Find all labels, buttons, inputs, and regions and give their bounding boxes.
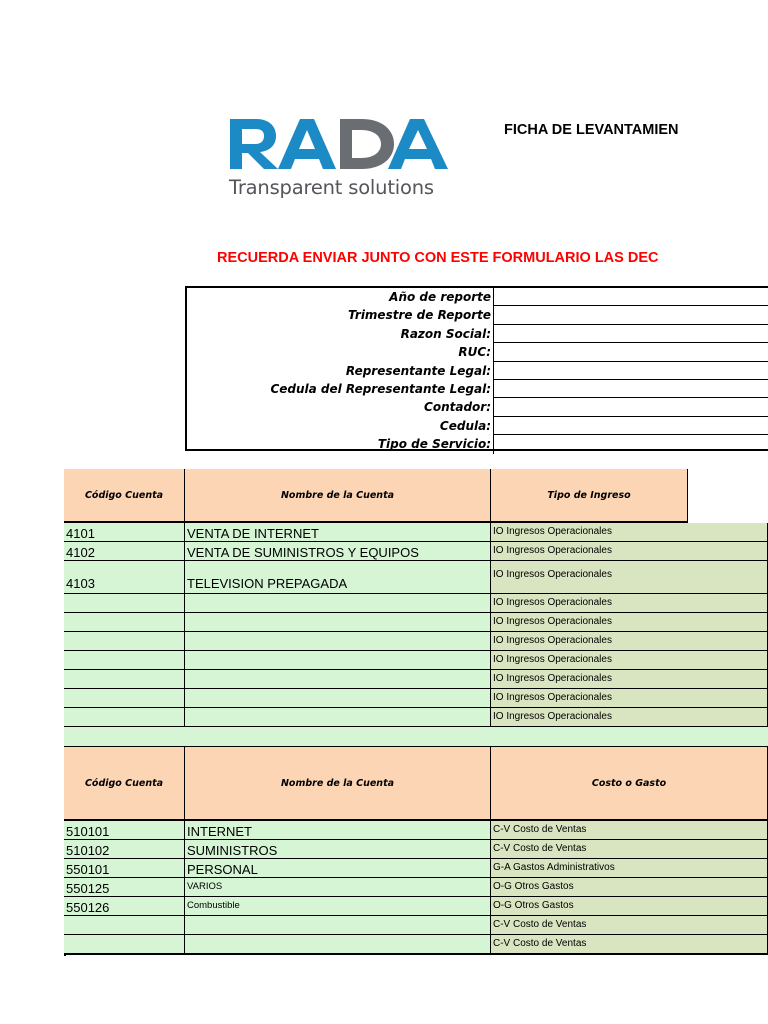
cost-type-cell[interactable]: C-V Costo de Ventas	[491, 935, 768, 955]
income-type-cell[interactable]: IO Ingresos Operacionales	[491, 561, 768, 594]
info-row-accountant	[187, 398, 768, 416]
field-label: Cedula:	[439, 418, 491, 433]
field-label: Año de reporte	[389, 290, 491, 304]
info-row-service-type	[187, 435, 768, 453]
account-name-cell[interactable]: INTERNET	[185, 821, 491, 840]
account-code-cell[interactable]	[64, 594, 185, 613]
account-code-cell[interactable]: 550126	[64, 897, 185, 916]
cost-type-cell[interactable]: O-G Otros Gastos	[491, 878, 768, 897]
account-code-cell[interactable]: 4101	[64, 523, 185, 542]
field-label: Representante Legal:	[345, 363, 491, 378]
account-name-cell[interactable]	[185, 632, 491, 651]
cost-type-cell[interactable]: G-A Gastos Administrativos	[491, 859, 768, 878]
field-label: Razon Social:	[400, 326, 491, 341]
service-type-field[interactable]	[493, 435, 768, 453]
account-name-cell[interactable]	[185, 670, 491, 689]
income-accounts-table	[64, 469, 768, 727]
income-type-cell[interactable]: IO Ingresos Operacionales	[491, 689, 768, 708]
account-name-cell[interactable]	[185, 708, 491, 727]
account-name-cell[interactable]: VENTA DE INTERNET	[185, 523, 491, 542]
account-code-cell[interactable]	[64, 651, 185, 670]
account-code-cell[interactable]	[64, 916, 185, 935]
field-label: RUC:	[458, 345, 491, 360]
field-label: Trimestre de Reporte	[348, 308, 491, 323]
field-label: Contador:	[424, 400, 491, 415]
account-code-cell[interactable]: 4103	[64, 561, 185, 594]
info-row-quarter	[187, 306, 768, 324]
account-name-cell[interactable]: Combustible	[185, 897, 491, 916]
account-name-cell[interactable]: VENTA DE SUMINISTROS Y EQUIPOS	[185, 542, 491, 561]
account-code-cell[interactable]	[64, 632, 185, 651]
info-row-legal-rep	[187, 362, 768, 380]
account-code-cell[interactable]: 550101	[64, 859, 185, 878]
ruc-field[interactable]	[493, 343, 768, 361]
account-code-cell[interactable]: 510102	[64, 840, 185, 859]
info-row-legal-rep-id	[187, 380, 768, 398]
expense-accounts-table	[64, 746, 768, 956]
income-type-cell[interactable]: IO Ingresos Operacionales	[491, 542, 768, 561]
income-type-cell[interactable]: IO Ingresos Operacionales	[491, 651, 768, 670]
income-type-cell[interactable]: IO Ingresos Operacionales	[491, 708, 768, 727]
account-name-cell[interactable]	[185, 613, 491, 632]
account-name-cell[interactable]	[185, 594, 491, 613]
rada-logo-mark	[226, 114, 458, 174]
income-type-cell[interactable]: IO Ingresos Operacionales	[491, 594, 768, 613]
income-type-cell[interactable]: IO Ingresos Operacionales	[491, 670, 768, 689]
header-account-name: Nombre de la Cuenta	[185, 746, 491, 821]
account-name-cell[interactable]	[185, 935, 491, 955]
document-title: FICHA DE LEVANTAMIEN	[504, 122, 679, 138]
account-name-cell[interactable]	[185, 689, 491, 708]
field-label: Tipo de Servicio:	[377, 437, 491, 452]
field-label: Cedula del Representante Legal:	[270, 382, 491, 396]
account-code-cell[interactable]: 550125	[64, 878, 185, 897]
account-name-cell[interactable]: TELEVISION PREPAGADA	[185, 561, 491, 594]
account-name-cell[interactable]	[185, 651, 491, 670]
cost-type-cell[interactable]: C-V Costo de Ventas	[491, 840, 768, 859]
account-code-cell[interactable]: 510101	[64, 821, 185, 840]
account-code-cell[interactable]	[64, 689, 185, 708]
reminder-text: RECUERDA ENVIAR JUNTO CON ESTE FORMULARIO LAS DEC	[217, 250, 659, 266]
cost-type-cell[interactable]: C-V Costo de Ventas	[491, 916, 768, 935]
account-code-cell[interactable]	[64, 613, 185, 632]
rada-logo	[226, 114, 458, 204]
quarter-field[interactable]	[493, 306, 768, 324]
info-row-id	[187, 417, 768, 435]
info-row-company-name	[187, 325, 768, 343]
header-account-code: Código Cuenta	[64, 469, 185, 523]
income-type-cell[interactable]: IO Ingresos Operacionales	[491, 632, 768, 651]
header-cost-or-expense: Costo o Gasto	[491, 746, 768, 821]
header-account-name: Nombre de la Cuenta	[185, 469, 491, 523]
income-type-cell[interactable]: IO Ingresos Operacionales	[491, 523, 768, 542]
header-account-code: Código Cuenta	[64, 746, 185, 821]
account-name-cell[interactable]: PERSONAL	[185, 859, 491, 878]
account-name-cell[interactable]: SUMINISTROS	[185, 840, 491, 859]
account-name-cell[interactable]	[185, 916, 491, 935]
accountant-field[interactable]	[493, 398, 768, 416]
account-code-cell[interactable]	[64, 708, 185, 727]
section-separator	[64, 727, 768, 746]
legal-representative-id-field[interactable]	[493, 380, 768, 398]
account-code-cell[interactable]	[64, 935, 185, 955]
account-name-cell[interactable]: VARIOS	[185, 878, 491, 897]
accountant-id-field[interactable]	[493, 417, 768, 435]
company-name-field[interactable]	[493, 325, 768, 343]
cost-type-cell[interactable]: O-G Otros Gastos	[491, 897, 768, 916]
info-row-report-year	[187, 288, 768, 306]
company-info-form	[185, 286, 768, 451]
info-row-ruc	[187, 343, 768, 361]
account-code-cell[interactable]: 4102	[64, 542, 185, 561]
account-code-cell[interactable]	[64, 670, 185, 689]
legal-representative-field[interactable]	[493, 362, 768, 380]
income-type-cell[interactable]: IO Ingresos Operacionales	[491, 613, 768, 632]
report-year-field[interactable]	[493, 288, 768, 306]
cost-type-cell[interactable]: C-V Costo de Ventas	[491, 821, 768, 840]
header-income-type: Tipo de Ingreso	[491, 469, 687, 523]
logo-tagline: Transparent solutions	[229, 176, 434, 199]
